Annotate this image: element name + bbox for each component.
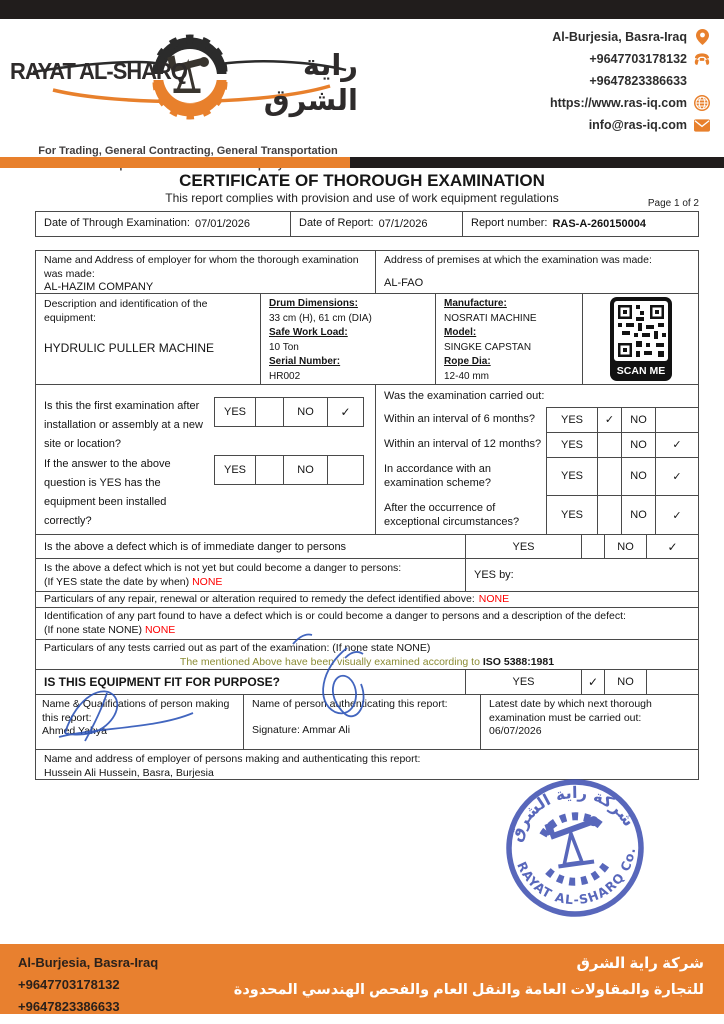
repair-none-value: NONE (478, 592, 510, 605)
serial-number-value: HR002 (269, 370, 301, 382)
identification-line2 (44, 624, 690, 638)
yes-checkbox (255, 398, 283, 426)
identification-line2-text: (If none state NONE) (44, 623, 143, 636)
tests-row (36, 639, 698, 669)
company-logo (8, 22, 358, 157)
visual-exam-note: The mentioned Above have been visually examined according to (179, 655, 480, 668)
potential-danger-question (36, 559, 466, 591)
iso-standard: ISO 5388:1981 (482, 655, 555, 668)
repair-text: Particulars of any repair, renewal or alteration required to remedy the defect identified above: (44, 592, 475, 605)
drum-spec-cell (261, 294, 436, 384)
phone1-text: +9647703178132 (589, 52, 687, 66)
question-label: Within an interval of 6 months? (384, 413, 536, 426)
examination-row (36, 384, 698, 534)
footer-services-arabic: للتجارة والمقاولات العامة والنقل العام والفحص الهندسي المحدودة (233, 982, 704, 998)
qr-scan-label: SCAN ME (616, 365, 665, 377)
employer-cell (36, 251, 376, 293)
page-number: Page 1 of 2 (647, 198, 699, 209)
question-label: After the occurrence of exceptional circumstances? (384, 501, 520, 528)
location-pin-icon (694, 29, 710, 45)
employer-of-persons-label: Name and address of employer of persons making and authenticating this report: (44, 753, 421, 765)
brand-name-arabic: راية الشرق (263, 50, 358, 117)
yes-label: YES (560, 413, 583, 426)
repair-particulars-row (36, 591, 698, 607)
yes-label: YES (560, 470, 583, 483)
no-label: NO (283, 398, 327, 426)
exam-date-label: Date of Through Examination: (44, 217, 190, 230)
no-checkbox (646, 670, 698, 694)
footer-phone2: +9647823386633 (18, 999, 120, 1014)
interval-6-months-row (376, 407, 698, 432)
document-subtitle: This report complies with provision and use of work equipment regulations (165, 191, 559, 205)
signatures-row (36, 694, 698, 749)
manufacture-value: NOSRATI MACHINE (444, 312, 537, 324)
report-date-label: Date of Report: (299, 217, 374, 230)
next-exam-value: 06/07/2026 (489, 725, 542, 737)
manufacture-label: Manufacture: (444, 298, 507, 309)
first-exam-questions-cell (36, 385, 376, 534)
no-checkbox (655, 408, 698, 432)
no-checkbox: ✓ (655, 458, 698, 496)
qr-code (610, 297, 672, 381)
contact-phone2 (410, 70, 710, 92)
equipment-row (36, 293, 698, 384)
next-exam-cell (481, 695, 698, 749)
envelope-icon (694, 117, 710, 133)
identification-none-value: NONE (144, 623, 176, 636)
immediate-danger-row (36, 534, 698, 558)
employer-label: Name and Address of employer for whom the thorough examination was made: (44, 254, 359, 280)
no-checkbox: ✓ (655, 496, 698, 534)
yes-checkbox: ✓ (581, 670, 604, 694)
yes-label: YES (560, 438, 583, 451)
company-stamp (490, 763, 659, 932)
tests-line1: Particulars of any tests carried out as part of the examination: (If none state NONE) (44, 642, 431, 654)
authenticator-cell (244, 695, 481, 749)
yes-checkbox (255, 456, 283, 484)
stamp-english-text: RAYAT AL-SHARQ Co. (514, 846, 639, 908)
employer-value: AL-HAZIM COMPANY (44, 281, 154, 293)
potential-line1: Is the above a defect which is not yet but could become a danger to persons: (44, 562, 402, 574)
fit-for-purpose-question: IS THIS EQUIPMENT FIT FOR PURPOSE? (36, 670, 466, 694)
document-title: CERTIFICATE OF THOROUGH EXAMINATION (179, 171, 545, 190)
yes-checkbox (597, 458, 621, 496)
footer-arabic-block (234, 951, 704, 1003)
date-of-exam-cell (36, 212, 290, 236)
report-maker-cell (36, 695, 244, 749)
potential-line2 (44, 576, 457, 590)
top-black-bar (0, 0, 724, 19)
report-number-cell (462, 212, 698, 236)
address-text: Al-Burjesia, Basra-Iraq (552, 30, 687, 44)
brand-name-english: RAYAT AL-SHARQ (10, 58, 187, 84)
report-number-label: Report number: (471, 217, 548, 230)
footer-contact-block (18, 952, 158, 1018)
report-number-value: RAS-A-260150004 (552, 218, 646, 230)
tagline-line1: For Trading, General Contracting, General Transportation (38, 145, 338, 157)
examination-scheme-row (376, 457, 698, 496)
authenticator-label: Name of person authenticating this report: (252, 698, 448, 710)
equipment-desc-value: HYDRULIC PULLER MACHINE (44, 341, 215, 355)
tests-cell (36, 640, 698, 669)
tests-note-line (36, 656, 698, 668)
date-of-report-cell (290, 212, 462, 236)
defect-identification (36, 608, 698, 639)
drum-dimensions-value: 33 cm (H), 61 cm (DIA) (269, 312, 372, 324)
footer-address: Al-Burjesia, Basra-Iraq (18, 955, 159, 970)
contact-address (410, 26, 710, 48)
stamp-pump-jack-icon (541, 812, 610, 885)
main-table (35, 250, 699, 780)
model-value: SINGKE CAPSTAN (444, 341, 532, 353)
qr-cell (583, 294, 698, 384)
stamp-arabic-text: شركة راية الشرق (505, 782, 639, 844)
website-text: https://www.ras-iq.com (549, 96, 687, 110)
fit-for-purpose-row (36, 669, 698, 694)
no-checkbox (327, 456, 363, 484)
manufacturer-cell (436, 294, 583, 384)
potential-none-value: NONE (192, 575, 223, 588)
employer-row (36, 251, 698, 293)
contact-website (410, 92, 710, 114)
question-installed-correctly: If the answer to the above question is YES has the equipment been installed correctly? (44, 458, 171, 527)
identification-line1: Identification of any part found to have a defect which is or could become a danger to persons and a description of the defect: (44, 610, 626, 622)
no-label: NO (604, 670, 646, 694)
yes-label: YES (560, 509, 583, 522)
repair-particulars (36, 592, 698, 607)
interval-12-months-row (376, 432, 698, 457)
contact-email (410, 114, 710, 136)
maker-name: Ahmed Yahya (42, 725, 107, 737)
email-text: info@ras-iq.com (588, 118, 687, 132)
next-exam-label: Latest date by which next thorough examination must be carried out: (489, 698, 652, 724)
drum-dimensions-label: Drum Dimensions: (269, 298, 358, 309)
potential-line2-text: (If YES state the date by when) (44, 575, 190, 588)
question-label: In accordance with an examination scheme? (384, 462, 492, 489)
yes-label: YES (223, 464, 246, 476)
report-date-value: 07/1/2026 (378, 218, 428, 230)
premises-value: AL-FAO (384, 276, 424, 289)
safe-work-load-value: 10 Ton (269, 341, 299, 353)
exceptional-circumstances-row (376, 495, 698, 534)
no-label: NO (621, 408, 655, 432)
equipment-description-cell (36, 294, 261, 384)
yes-label: YES (512, 540, 535, 553)
defect-identification-row (36, 607, 698, 639)
rope-dia-label: Rope Dia: (444, 356, 491, 367)
exam-date-value: 07/01/2026 (194, 218, 251, 230)
date-row (35, 211, 699, 237)
divider-bar (0, 157, 724, 168)
maker-label: Name & Qualifications of person making this report: (42, 698, 230, 724)
carried-out-cell (376, 385, 698, 534)
yes-checkbox (597, 496, 621, 534)
footer-bar (0, 944, 724, 1014)
yes-label: YES (223, 406, 246, 418)
premises-label: Address of premises at which the examination was made: (384, 254, 652, 266)
icon-spacer (694, 73, 710, 89)
carried-out-title: Was the examination carried out: (384, 390, 545, 402)
no-label: NO (283, 456, 327, 484)
model-label: Model: (444, 327, 477, 338)
no-label: NO (604, 535, 646, 558)
installed-correctly-answer-table (214, 455, 364, 485)
authenticator-signature: Signature: Ammar Ali (252, 723, 351, 736)
no-checkbox: ✓ (646, 535, 698, 558)
serial-number-label: Serial Number: (269, 356, 341, 367)
footer-company-arabic: شركة راية الشرق (576, 955, 704, 972)
yes-label: YES (512, 676, 535, 688)
no-label: NO (621, 496, 655, 534)
yes-checkbox: ✓ (597, 408, 621, 432)
no-label: NO (621, 433, 655, 457)
footer-phone1: +9647703178132 (18, 977, 120, 992)
no-checkbox: ✓ (655, 433, 698, 457)
no-checkbox: ✓ (327, 398, 363, 426)
first-exam-answer-table (214, 397, 364, 427)
safe-work-load-label: Safe Work Load: (269, 327, 348, 338)
rope-dia-value: 12-40 mm (444, 370, 490, 382)
phone2-text: +9647823386633 (589, 74, 687, 88)
no-label: NO (621, 458, 655, 496)
contact-phone1 (410, 48, 710, 70)
employer-of-persons-value: Hussein Ali Hussein, Basra, Burjesia (44, 766, 214, 779)
yes-by-field: YES by: (474, 569, 514, 581)
yes-checkbox (581, 535, 604, 558)
yes-checkbox (597, 433, 621, 457)
equipment-desc-label: Description and identification of the equipment: (44, 298, 208, 324)
immediate-danger-question: Is the above a defect which is of immediate danger to persons (36, 535, 466, 558)
question-first-exam: Is this the first examination after installation or assembly at a new site or location? (44, 400, 203, 450)
phone-icon (694, 51, 710, 67)
potential-danger-row (36, 558, 698, 591)
globe-icon (694, 95, 710, 111)
header-contact-block (410, 26, 710, 136)
premises-cell (376, 251, 698, 293)
question-label: Within an interval of 12 months? (384, 438, 542, 451)
